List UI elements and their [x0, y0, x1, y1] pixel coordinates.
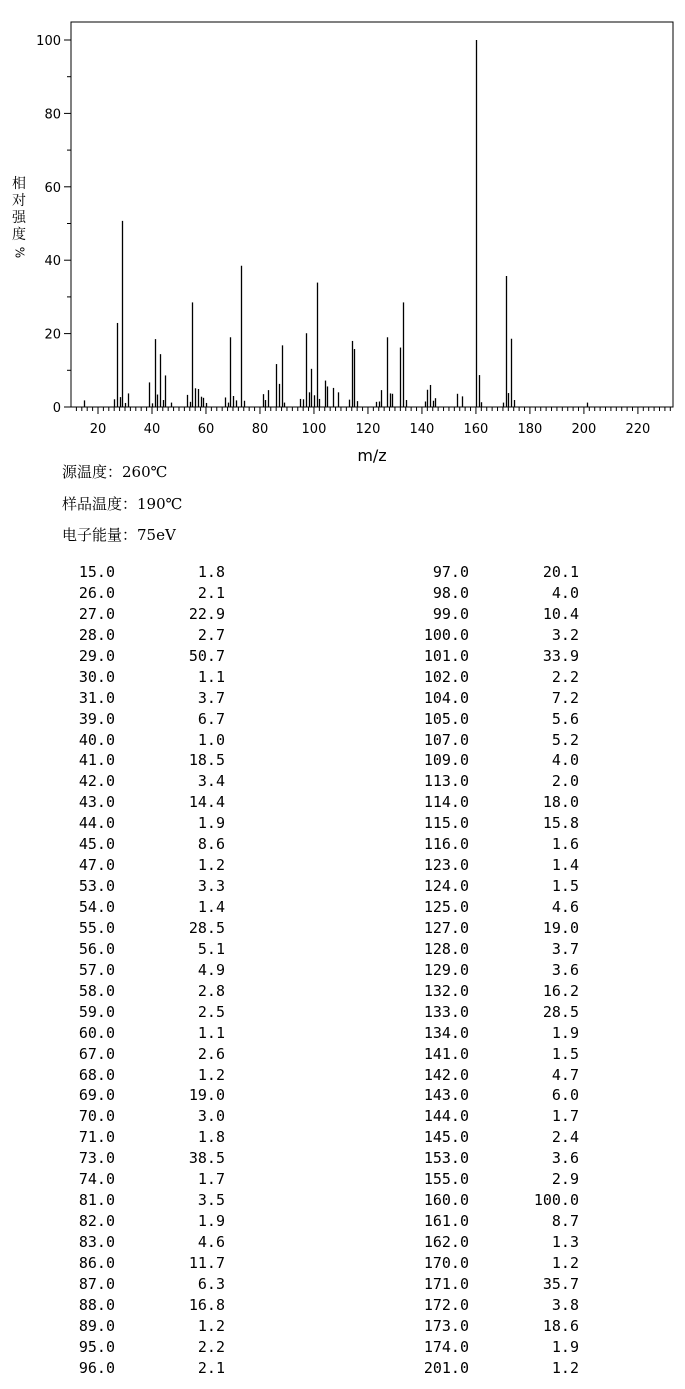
intensity-value: 2.1: [197, 583, 225, 602]
mz-value: 153.0: [423, 1149, 469, 1168]
table-row: [340, 855, 640, 876]
mz-value: 155.0: [423, 1170, 469, 1189]
mz-value: 127.0: [423, 918, 469, 937]
table-row: [0, 1253, 300, 1274]
intensity-value: 2.9: [551, 1170, 579, 1189]
intensity-value: 1.9: [197, 814, 225, 833]
intensity-value: 18.5: [188, 751, 225, 770]
intensity-value: 11.7: [188, 1253, 225, 1272]
x-axis: [76, 407, 670, 437]
table-row: [340, 792, 640, 813]
intensity-value: 7.2: [551, 688, 579, 707]
table-row: [0, 1295, 300, 1316]
mz-value: 160.0: [423, 1191, 469, 1210]
table-row: [0, 1106, 300, 1127]
intensity-value: 38.5: [188, 1149, 225, 1168]
intensity-value: 100.0: [533, 1191, 579, 1210]
intensity-value: 4.6: [197, 1233, 225, 1251]
table-row: [340, 771, 640, 792]
intensity-value: 2.1: [197, 1358, 225, 1377]
y-axis-label-char: %: [12, 246, 27, 259]
mz-value: 170.0: [423, 1253, 469, 1272]
intensity-value: 1.2: [551, 1253, 579, 1272]
table-row: [0, 960, 300, 981]
table-row: [0, 562, 300, 583]
mz-value: 83.0: [78, 1233, 115, 1251]
table-row: [0, 855, 300, 876]
intensity-value: 2.2: [197, 1337, 225, 1356]
intensity-value: 28.5: [188, 918, 225, 937]
mz-value: 55.0: [78, 918, 115, 937]
mz-value: 40.0: [78, 730, 115, 749]
table-row: [0, 1337, 300, 1358]
x-tick-label: 80: [251, 422, 269, 437]
mz-value: 27.0: [78, 604, 115, 623]
intensity-value: 3.7: [551, 939, 579, 958]
mz-value: 82.0: [78, 1212, 115, 1231]
mz-value: 41.0: [78, 751, 115, 770]
intensity-value: 18.0: [542, 793, 579, 812]
table-row: [340, 1253, 640, 1274]
table-row: [0, 1232, 300, 1253]
intensity-value: 4.0: [551, 751, 579, 770]
mz-value: 124.0: [423, 877, 469, 896]
table-row: [0, 1065, 300, 1086]
mz-value: 95.0: [78, 1337, 115, 1356]
mz-value: 102.0: [423, 667, 469, 686]
table-row: [0, 1358, 300, 1379]
intensity-value: 2.7: [197, 625, 225, 644]
mz-value: 99.0: [432, 604, 469, 623]
mz-value: 74.0: [78, 1170, 115, 1189]
y-axis-label-char: 对: [12, 193, 26, 209]
mz-value: 133.0: [423, 1002, 469, 1021]
intensity-value: 8.6: [197, 835, 225, 854]
mz-value: 54.0: [78, 898, 115, 916]
y-tick-label: 60: [44, 180, 61, 196]
intensity-value: 1.2: [197, 1065, 225, 1084]
table-row: [340, 688, 640, 709]
mz-value: 109.0: [423, 751, 469, 770]
intensity-value: 33.9: [542, 646, 579, 665]
intensity-value: 5.1: [197, 939, 225, 958]
intensity-value: 1.4: [197, 898, 225, 916]
x-tick-label: 120: [355, 422, 381, 437]
mz-value: 69.0: [78, 1086, 115, 1105]
table-row: [340, 1274, 640, 1295]
source-temperature: 源温度：260℃: [62, 463, 168, 481]
intensity-value: 3.0: [197, 1107, 225, 1126]
mz-value: 104.0: [423, 688, 469, 707]
table-row: [340, 960, 640, 981]
intensity-value: 6.0: [551, 1086, 579, 1105]
intensity-value: 3.4: [197, 772, 225, 791]
mz-value: 132.0: [423, 981, 469, 1000]
intensity-value: 1.0: [197, 730, 225, 749]
table-row: [340, 750, 640, 771]
intensity-value: 4.6: [551, 898, 579, 916]
intensity-value: 1.1: [197, 667, 225, 686]
mz-value: 67.0: [78, 1044, 115, 1063]
intensity-value: 1.8: [197, 1128, 225, 1147]
table-row: [340, 1044, 640, 1065]
mz-value: 129.0: [423, 960, 469, 979]
mz-value: 105.0: [423, 709, 469, 728]
mz-value: 101.0: [423, 646, 469, 665]
intensity-value: 1.9: [197, 1212, 225, 1231]
intensity-value: 16.8: [188, 1295, 225, 1314]
mz-value: 42.0: [78, 772, 115, 791]
x-tick-label: 140: [409, 422, 435, 437]
mz-value: 60.0: [78, 1023, 115, 1042]
table-row: [0, 813, 300, 834]
mz-value: 113.0: [423, 772, 469, 791]
intensity-value: 2.5: [197, 1002, 225, 1021]
mz-value: 89.0: [78, 1316, 115, 1335]
intensity-value: 6.7: [197, 709, 225, 728]
mz-value: 123.0: [423, 856, 469, 875]
table-row: [340, 1169, 640, 1190]
mz-value: 97.0: [432, 563, 469, 581]
mz-value: 114.0: [423, 793, 469, 812]
intensity-value: 2.6: [197, 1044, 225, 1063]
mz-value: 44.0: [78, 814, 115, 833]
table-row: [0, 1274, 300, 1295]
intensity-value: 5.2: [551, 730, 579, 749]
table-row: [340, 1085, 640, 1106]
y-axis-label: [11, 176, 27, 261]
intensity-value: 3.6: [551, 960, 579, 979]
table-row: [340, 1106, 640, 1127]
mz-value: 81.0: [78, 1191, 115, 1210]
intensity-value: 50.7: [188, 646, 225, 665]
intensity-value: 1.1: [197, 1023, 225, 1042]
table-row: [340, 625, 640, 646]
mz-value: 68.0: [78, 1065, 115, 1084]
intensity-value: 28.5: [542, 1002, 579, 1021]
intensity-value: 2.8: [197, 981, 225, 1000]
mz-value: 125.0: [423, 898, 469, 916]
mz-value: 134.0: [423, 1023, 469, 1042]
table-row: [340, 1211, 640, 1232]
mz-value: 26.0: [78, 583, 115, 602]
table-row: [0, 1148, 300, 1169]
table-row: [340, 1148, 640, 1169]
table-row: [0, 1316, 300, 1337]
table-row: [340, 604, 640, 625]
table-row: [0, 625, 300, 646]
intensity-value: 3.2: [551, 625, 579, 644]
y-tick-label: 40: [44, 254, 61, 270]
peak-table-left: [0, 562, 300, 1379]
plot-frame: [71, 22, 673, 407]
peak-table-right: [340, 562, 640, 1379]
table-row: [0, 709, 300, 730]
table-row: [0, 1211, 300, 1232]
y-axis-label-char: 相: [12, 176, 26, 192]
table-row: [340, 1358, 640, 1379]
mz-value: 45.0: [78, 835, 115, 854]
table-row: [340, 876, 640, 897]
mz-value: 71.0: [78, 1128, 115, 1147]
table-row: [0, 667, 300, 688]
mz-value: 172.0: [423, 1295, 469, 1314]
table-row: [340, 897, 640, 918]
intensity-value: 4.9: [197, 960, 225, 979]
table-row: [340, 667, 640, 688]
mz-value: 128.0: [423, 939, 469, 958]
intensity-value: 3.5: [197, 1191, 225, 1210]
table-row: [340, 583, 640, 604]
y-tick-label: 100: [36, 34, 61, 49]
table-row: [0, 918, 300, 939]
mz-value: 144.0: [423, 1107, 469, 1126]
table-row: [0, 1044, 300, 1065]
mz-value: 73.0: [78, 1149, 115, 1168]
intensity-value: 5.6: [551, 709, 579, 728]
table-row: [0, 1085, 300, 1106]
intensity-value: 35.7: [542, 1274, 579, 1293]
intensity-value: 22.9: [188, 604, 225, 623]
table-row: [340, 1316, 640, 1337]
intensity-value: 1.7: [197, 1170, 225, 1189]
mz-value: 15.0: [78, 563, 115, 581]
table-row: [0, 646, 300, 667]
table-row: [340, 1190, 640, 1211]
mass-spectrum-chart: [0, 0, 685, 470]
y-tick-label: 0: [52, 401, 61, 416]
intensity-value: 1.6: [551, 835, 579, 854]
intensity-value: 6.3: [197, 1274, 225, 1293]
mz-value: 57.0: [78, 960, 115, 979]
mz-value: 56.0: [78, 939, 115, 958]
intensity-value: 15.8: [542, 814, 579, 833]
y-tick-label: 20: [44, 327, 61, 343]
table-row: [340, 562, 640, 583]
intensity-value: 3.3: [197, 877, 225, 896]
table-row: [340, 939, 640, 960]
table-row: [340, 834, 640, 855]
x-axis-label: m/z: [357, 446, 387, 465]
mz-value: 115.0: [423, 814, 469, 833]
spectrum-bars: [85, 40, 588, 407]
intensity-value: 10.4: [542, 604, 579, 623]
intensity-value: 1.9: [551, 1337, 579, 1356]
table-row: [0, 688, 300, 709]
mz-value: 30.0: [78, 667, 115, 686]
x-tick-label: 160: [463, 422, 489, 437]
intensity-value: 2.4: [551, 1128, 579, 1147]
mz-value: 53.0: [78, 877, 115, 896]
mz-value: 29.0: [78, 646, 115, 665]
sample-temperature: 样品温度：190℃: [62, 495, 183, 513]
table-row: [0, 897, 300, 918]
intensity-value: 1.3: [551, 1233, 579, 1251]
mz-value: 161.0: [423, 1212, 469, 1231]
mz-value: 58.0: [78, 981, 115, 1000]
intensity-value: 1.5: [551, 877, 579, 896]
mz-value: 143.0: [423, 1086, 469, 1105]
intensity-value: 8.7: [551, 1212, 579, 1231]
mz-value: 43.0: [78, 793, 115, 812]
intensity-value: 16.2: [542, 981, 579, 1000]
mz-value: 31.0: [78, 688, 115, 707]
table-row: [0, 1190, 300, 1211]
table-row: [340, 813, 640, 834]
table-row: [340, 1002, 640, 1023]
intensity-value: 1.2: [197, 1316, 225, 1335]
intensity-value: 18.6: [542, 1316, 579, 1335]
x-tick-label: 200: [571, 422, 597, 437]
intensity-value: 3.8: [551, 1295, 579, 1314]
table-row: [340, 1065, 640, 1086]
intensity-value: 14.4: [188, 793, 225, 812]
table-row: [0, 771, 300, 792]
x-tick-label: 180: [517, 422, 543, 437]
mz-value: 59.0: [78, 1002, 115, 1021]
intensity-value: 4.7: [551, 1065, 579, 1084]
mz-value: 28.0: [78, 625, 115, 644]
table-row: [0, 604, 300, 625]
table-row: [340, 646, 640, 667]
mz-value: 98.0: [432, 583, 469, 602]
table-row: [340, 1127, 640, 1148]
mz-value: 141.0: [423, 1044, 469, 1063]
x-tick-label: 20: [89, 422, 107, 437]
intensity-value: 3.7: [197, 688, 225, 707]
mz-value: 145.0: [423, 1128, 469, 1147]
mz-value: 142.0: [423, 1065, 469, 1084]
table-row: [340, 1232, 640, 1253]
mz-value: 171.0: [423, 1274, 469, 1293]
table-row: [340, 1023, 640, 1044]
intensity-value: 19.0: [542, 918, 579, 937]
intensity-value: 1.8: [197, 563, 225, 581]
mz-value: 100.0: [423, 625, 469, 644]
table-row: [0, 834, 300, 855]
table-row: [340, 1337, 640, 1358]
table-row: [340, 981, 640, 1002]
y-axis: [36, 34, 71, 416]
table-row: [0, 730, 300, 751]
intensity-value: 2.2: [551, 667, 579, 686]
table-row: [0, 1023, 300, 1044]
mz-value: 116.0: [423, 835, 469, 854]
intensity-value: 1.2: [197, 856, 225, 875]
intensity-value: 19.0: [188, 1086, 225, 1105]
table-row: [0, 1002, 300, 1023]
mz-value: 39.0: [78, 709, 115, 728]
table-row: [0, 1127, 300, 1148]
mz-value: 162.0: [423, 1233, 469, 1251]
intensity-value: 3.6: [551, 1149, 579, 1168]
mz-value: 107.0: [423, 730, 469, 749]
mz-value: 201.0: [423, 1358, 469, 1377]
intensity-value: 20.1: [542, 563, 579, 581]
electron-energy: 电子能量：75eV: [62, 526, 176, 544]
mz-value: 47.0: [78, 856, 115, 875]
mz-value: 173.0: [423, 1316, 469, 1335]
x-tick-label: 60: [197, 422, 215, 437]
table-row: [0, 792, 300, 813]
table-row: [340, 730, 640, 751]
mz-value: 96.0: [78, 1358, 115, 1377]
table-row: [0, 876, 300, 897]
mz-value: 70.0: [78, 1107, 115, 1126]
x-tick-label: 40: [143, 422, 161, 437]
y-axis-label-char: 强: [12, 210, 26, 226]
y-axis-label-char: 度: [12, 227, 26, 243]
table-row: [0, 939, 300, 960]
intensity-value: 1.2: [551, 1358, 579, 1377]
mz-value: 174.0: [423, 1337, 469, 1356]
mz-value: 86.0: [78, 1253, 115, 1272]
y-tick-label: 80: [44, 107, 61, 123]
table-row: [0, 750, 300, 771]
table-row: [340, 709, 640, 730]
intensity-value: 1.5: [551, 1044, 579, 1063]
table-row: [0, 583, 300, 604]
x-tick-label: 220: [625, 422, 651, 437]
table-row: [0, 981, 300, 1002]
mz-value: 88.0: [78, 1295, 115, 1314]
intensity-value: 2.0: [551, 772, 579, 791]
mz-value: 87.0: [78, 1274, 115, 1293]
intensity-value: 4.0: [551, 583, 579, 602]
table-row: [340, 1295, 640, 1316]
table-row: [0, 1169, 300, 1190]
x-tick-label: 100: [301, 422, 327, 437]
table-row: [340, 918, 640, 939]
intensity-value: 1.9: [551, 1023, 579, 1042]
intensity-value: 1.4: [551, 856, 579, 875]
intensity-value: 1.7: [551, 1107, 579, 1126]
